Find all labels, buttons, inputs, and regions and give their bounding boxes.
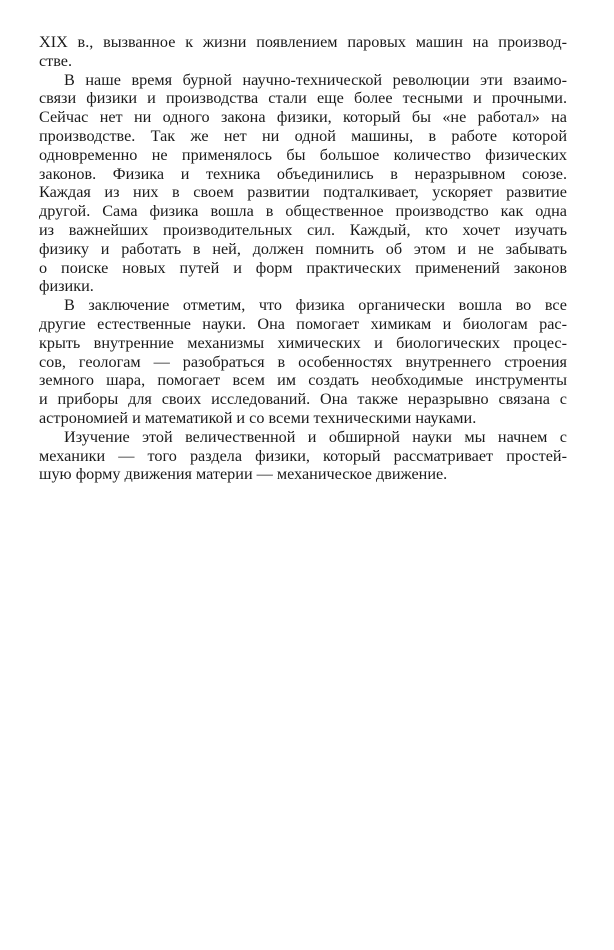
text-line: о поиске новых путей и форм практических применений законов <box>39 258 567 277</box>
text-line: Сейчас нет ни одного закона физики, который бы «не работал» на <box>39 108 567 127</box>
text-line: земного шара, помогает всем им создать необходимые инструменты <box>39 371 567 390</box>
text-line: физику и работать в ней, должен помнить об этом и не забывать <box>39 239 567 258</box>
page-body <box>39 33 567 484</box>
text-line: физики. <box>39 277 94 296</box>
text-line: и приборы для своих исследований. Она также неразрывно связана с <box>39 390 567 409</box>
text-line: стве. <box>39 51 73 70</box>
text-line: Каждая из них в своем развитии подталкивает, ускоряет развитие <box>39 183 567 202</box>
paragraph-3 <box>39 296 567 428</box>
text-line: из важнейших производительных сил. Каждый, кто хочет изучать <box>39 220 567 239</box>
text-line: В наше время бурной научно-технической революции эти взаимо- <box>64 70 567 89</box>
paragraph-1 <box>39 33 567 71</box>
text-line: связи физики и производства стали еще более тесными и прочными. <box>39 89 567 108</box>
text-line: В заключение отметим, что физика органически вошла во все <box>64 296 567 315</box>
text-line: крыть внутренние механизмы химических и биологических процес- <box>39 333 567 352</box>
text-line: другой. Сама физика вошла в общественное производство как одна <box>39 202 567 221</box>
text-line: производстве. Так же нет ни одной машины, в работе которой <box>39 126 567 145</box>
text-line: сов, геологам — разобраться в особенностях внутреннего строения <box>39 352 567 371</box>
text-line: XIX в., вызванное к жизни появлением паровых машин на производ- <box>39 33 567 51</box>
text-line: шую форму движения материи — механическое движение. <box>39 465 448 484</box>
paragraph-4 <box>39 428 567 484</box>
text-line: законов. Физика и техника объединились в неразрывном союзе. <box>39 164 567 183</box>
text-line: одновременно не применялось бы большое количество физических <box>39 145 567 164</box>
text-line: механики — того раздела физики, который рассматривает простей- <box>39 446 567 465</box>
paragraph-2 <box>39 71 567 297</box>
text-line: Изучение этой величественной и обширной науки мы начнем с <box>64 427 567 446</box>
text-line: астрономией и математикой и со всеми техническими науками. <box>39 408 477 427</box>
text-line: другие естественные науки. Она помогает химикам и биологам рас- <box>39 314 567 333</box>
